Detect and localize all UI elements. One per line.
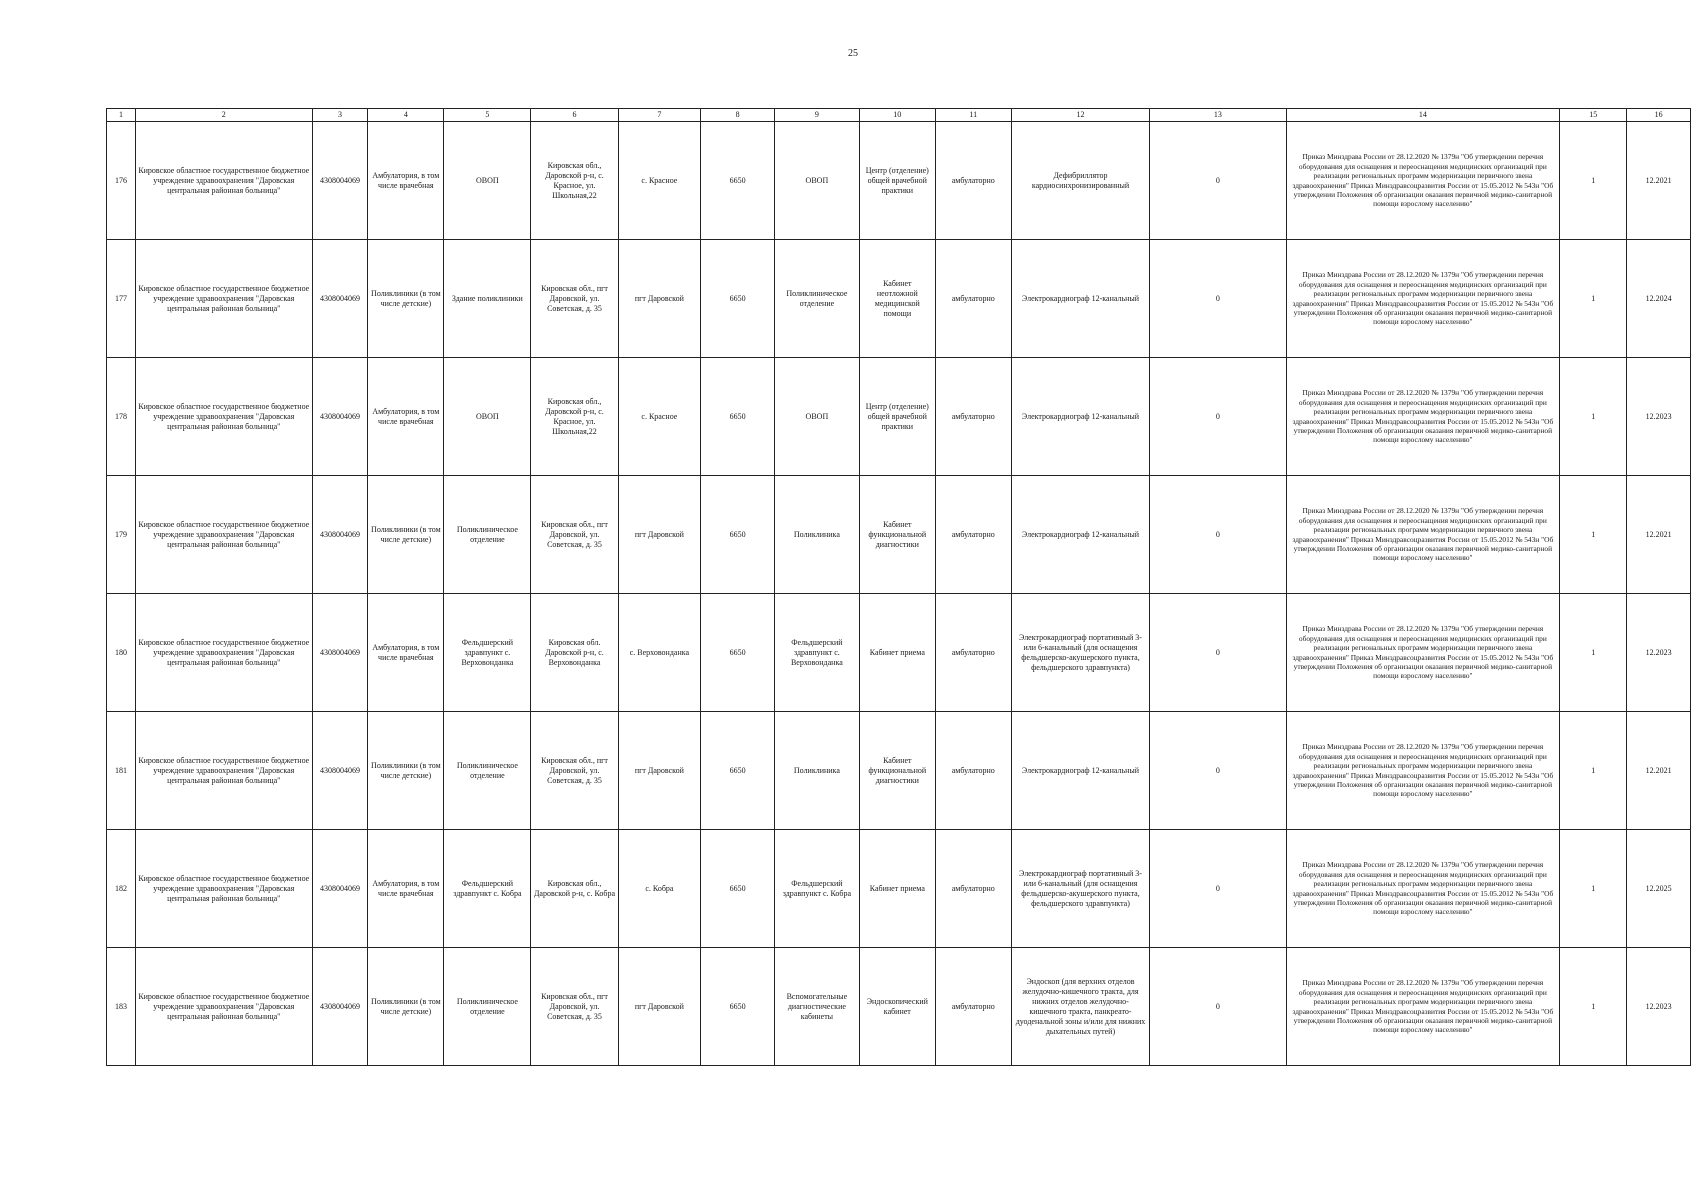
room-cell: Кабинет функциональной диагностики (859, 712, 935, 830)
organization-cell: Кировское областное государственное бюджетное учреждение здравоохранения "Даровская центральная районная больница" (136, 476, 312, 594)
col13-cell: 0 (1150, 948, 1286, 1066)
header-cell: 11 (935, 109, 1011, 122)
header-row (107, 109, 1691, 122)
basis-cell: Приказ Минздрава России от 28.12.2020 № 1379н "Об утверждении перечня оборудования для оснащения и переоснащения медицинских организаций при реализации региональных программ модернизации первичного звена здравоохранения" Приказ Минздравсоцразвития России от 15.05.2012 № 543н "Об утверждении Положения об организации оказания первичной медико-санитарной помощи взрослому населению" (1286, 476, 1560, 594)
table-row (107, 122, 1691, 240)
locality-cell: с. Кобра (618, 830, 701, 948)
locality-cell: с. Красное (618, 358, 701, 476)
department-cell: Фельдшерский здравпункт с. Верховонданка (774, 594, 859, 712)
organization-cell: Кировское областное государственное бюджетное учреждение здравоохранения "Даровская центральная районная больница" (136, 358, 312, 476)
row-number: 182 (107, 830, 136, 948)
locality-cell: пгт Даровской (618, 712, 701, 830)
unit-cell: Фельдшерский здравпункт с. Кобра (444, 830, 531, 948)
unit-cell: ОВОП (444, 122, 531, 240)
department-cell: Поликлиническое отделение (774, 240, 859, 358)
locality-cell: с. Красное (618, 122, 701, 240)
code-cell: 6650 (701, 358, 775, 476)
equipment-cell: Электрокардиограф 12-канальный (1011, 476, 1150, 594)
quantity-cell: 1 (1560, 358, 1627, 476)
code-cell: 6650 (701, 122, 775, 240)
row-number: 178 (107, 358, 136, 476)
col13-cell: 0 (1150, 712, 1286, 830)
header-cell: 5 (444, 109, 531, 122)
basis-cell: Приказ Минздрава России от 28.12.2020 № 1379н "Об утверждении перечня оборудования для оснащения и переоснащения медицинских организаций при реализации региональных программ модернизации первичного звена здравоохранения" Приказ Минздравсоцразвития России от 15.05.2012 № 543н "Об утверждении Положения об организации оказания первичной медико-санитарной помощи взрослому населению" (1286, 712, 1560, 830)
quantity-cell: 1 (1560, 122, 1627, 240)
locality-cell: с. Верховонданка (618, 594, 701, 712)
equipment-cell: Электрокардиограф 12-канальный (1011, 240, 1150, 358)
col13-cell: 0 (1150, 830, 1286, 948)
room-cell: Кабинет функциональной диагностики (859, 476, 935, 594)
row-number: 177 (107, 240, 136, 358)
unit-cell: Поликлиническое отделение (444, 712, 531, 830)
col13-cell: 0 (1150, 476, 1286, 594)
inn-cell: 4308004069 (312, 594, 368, 712)
facility-type-cell: Поликлиники (в том числе детские) (368, 712, 444, 830)
quantity-cell: 1 (1560, 712, 1627, 830)
header-cell: 10 (859, 109, 935, 122)
department-cell: Вспомогательные диагностические кабинеты (774, 948, 859, 1066)
header-cell: 14 (1286, 109, 1560, 122)
code-cell: 6650 (701, 240, 775, 358)
organization-cell: Кировское областное государственное бюджетное учреждение здравоохранения "Даровская центральная районная больница" (136, 240, 312, 358)
equipment-table (106, 108, 1691, 1066)
department-cell: Фельдшерский здравпункт с. Кобра (774, 830, 859, 948)
department-cell: ОВОП (774, 122, 859, 240)
header-cell: 12 (1011, 109, 1150, 122)
row-number: 181 (107, 712, 136, 830)
unit-cell: Здание поликлиники (444, 240, 531, 358)
organization-cell: Кировское областное государственное бюджетное учреждение здравоохранения "Даровская центральная районная больница" (136, 948, 312, 1066)
facility-type-cell: Амбулатория, в том числе врачебная (368, 358, 444, 476)
inn-cell: 4308004069 (312, 122, 368, 240)
organization-cell: Кировское областное государственное бюджетное учреждение здравоохранения "Даровская центральная районная больница" (136, 830, 312, 948)
basis-cell: Приказ Минздрава России от 28.12.2020 № 1379н "Об утверждении перечня оборудования для оснащения и переоснащения медицинских организаций при реализации региональных программ модернизации первичного звена здравоохранения" Приказ Минздравсоцразвития России от 15.05.2012 № 543н "Об утверждении Положения об организации оказания первичной медико-санитарной помощи взрослому населению" (1286, 122, 1560, 240)
header-cell: 4 (368, 109, 444, 122)
locality-cell: пгт Даровской (618, 948, 701, 1066)
inn-cell: 4308004069 (312, 476, 368, 594)
date-cell: 12.2024 (1627, 240, 1691, 358)
inn-cell: 4308004069 (312, 948, 368, 1066)
row-number: 176 (107, 122, 136, 240)
table-row (107, 948, 1691, 1066)
header-cell: 3 (312, 109, 368, 122)
facility-type-cell: Амбулатория, в том числе врачебная (368, 830, 444, 948)
equipment-cell: Электрокардиограф 12-канальный (1011, 712, 1150, 830)
room-cell: Кабинет приема (859, 830, 935, 948)
quantity-cell: 1 (1560, 830, 1627, 948)
locality-cell: пгт Даровской (618, 476, 701, 594)
date-cell: 12.2023 (1627, 358, 1691, 476)
unit-cell: Поликлиническое отделение (444, 476, 531, 594)
care-form-cell: амбулаторно (935, 948, 1011, 1066)
header-cell: 8 (701, 109, 775, 122)
equipment-cell: Электрокардиограф портативный 3- или 6-канальный (для оснащения фельдшерско-акушерского пункта, фельдшерского здравпункта) (1011, 594, 1150, 712)
equipment-cell: Электрокардиограф портативный 3- или 6-канальный (для оснащения фельдшерско-акушерского пункта, фельдшерского здравпункта) (1011, 830, 1150, 948)
code-cell: 6650 (701, 594, 775, 712)
quantity-cell: 1 (1560, 240, 1627, 358)
table-row (107, 830, 1691, 948)
care-form-cell: амбулаторно (935, 476, 1011, 594)
address-cell: Кировская обл., пгт Даровской, ул. Советская, д. 35 (531, 240, 618, 358)
address-cell: Кировская обл., пгт Даровской, ул. Советская, д. 35 (531, 948, 618, 1066)
facility-type-cell: Поликлиники (в том числе детские) (368, 948, 444, 1066)
facility-type-cell: Поликлиники (в том числе детские) (368, 476, 444, 594)
header-cell: 15 (1560, 109, 1627, 122)
date-cell: 12.2023 (1627, 594, 1691, 712)
inn-cell: 4308004069 (312, 358, 368, 476)
unit-cell: Фельдшерский здравпункт с. Верховонданка (444, 594, 531, 712)
col13-cell: 0 (1150, 240, 1286, 358)
basis-cell: Приказ Минздрава России от 28.12.2020 № 1379н "Об утверждении перечня оборудования для оснащения и переоснащения медицинских организаций при реализации региональных программ модернизации первичного звена здравоохранения" Приказ Минздравсоцразвития России от 15.05.2012 № 543н "Об утверждении Положения об организации оказания первичной медико-санитарной помощи взрослому населению" (1286, 240, 1560, 358)
quantity-cell: 1 (1560, 948, 1627, 1066)
address-cell: Кировская обл. Даровской р-н, с. Верховонданка (531, 594, 618, 712)
address-cell: Кировская обл., Даровской р-н, с. Кобра (531, 830, 618, 948)
address-cell: Кировская обл., пгт Даровской, ул. Советская, д. 35 (531, 712, 618, 830)
table-row (107, 240, 1691, 358)
col13-cell: 0 (1150, 358, 1286, 476)
basis-cell: Приказ Минздрава России от 28.12.2020 № 1379н "Об утверждении перечня оборудования для оснащения и переоснащения медицинских организаций при реализации региональных программ модернизации первичного звена здравоохранения" Приказ Минздравсоцразвития России от 15.05.2012 № 543н "Об утверждении Положения об организации оказания первичной медико-санитарной помощи взрослому населению" (1286, 358, 1560, 476)
facility-type-cell: Амбулатория, в том числе врачебная (368, 122, 444, 240)
col13-cell: 0 (1150, 122, 1286, 240)
row-number: 180 (107, 594, 136, 712)
row-number: 179 (107, 476, 136, 594)
code-cell: 6650 (701, 830, 775, 948)
date-cell: 12.2021 (1627, 712, 1691, 830)
care-form-cell: амбулаторно (935, 122, 1011, 240)
page-number: 25 (848, 48, 858, 59)
code-cell: 6650 (701, 476, 775, 594)
quantity-cell: 1 (1560, 594, 1627, 712)
care-form-cell: амбулаторно (935, 594, 1011, 712)
table-row (107, 712, 1691, 830)
room-cell: Центр (отделение) общей врачебной практики (859, 358, 935, 476)
code-cell: 6650 (701, 712, 775, 830)
room-cell: Центр (отделение) общей врачебной практики (859, 122, 935, 240)
organization-cell: Кировское областное государственное бюджетное учреждение здравоохранения "Даровская центральная районная больница" (136, 712, 312, 830)
address-cell: Кировская обл., Даровской р-н, с. Красное, ул. Школьная,22 (531, 122, 618, 240)
care-form-cell: амбулаторно (935, 712, 1011, 830)
header-cell: 9 (774, 109, 859, 122)
address-cell: Кировская обл., пгт Даровской, ул. Советская, д. 35 (531, 476, 618, 594)
care-form-cell: амбулаторно (935, 240, 1011, 358)
room-cell: Кабинет приема (859, 594, 935, 712)
inn-cell: 4308004069 (312, 830, 368, 948)
unit-cell: ОВОП (444, 358, 531, 476)
department-cell: Поликлиника (774, 712, 859, 830)
basis-cell: Приказ Минздрава России от 28.12.2020 № 1379н "Об утверждении перечня оборудования для оснащения и переоснащения медицинских организаций при реализации региональных программ модернизации первичного звена здравоохранения" Приказ Минздравсоцразвития России от 15.05.2012 № 543н "Об утверждении Положения об организации оказания первичной медико-санитарной помощи взрослому населению" (1286, 830, 1560, 948)
basis-cell: Приказ Минздрава России от 28.12.2020 № 1379н "Об утверждении перечня оборудования для оснащения и переоснащения медицинских организаций при реализации региональных программ модернизации первичного звена здравоохранения" Приказ Минздравсоцразвития России от 15.05.2012 № 543н "Об утверждении Положения об организации оказания первичной медико-санитарной помощи взрослому населению" (1286, 594, 1560, 712)
organization-cell: Кировское областное государственное бюджетное учреждение здравоохранения "Даровская центральная районная больница" (136, 122, 312, 240)
header-cell: 7 (618, 109, 701, 122)
header-cell: 2 (136, 109, 312, 122)
room-cell: Кабинет неотложной медицинской помощи (859, 240, 935, 358)
address-cell: Кировская обл., Даровской р-н, с. Красное, ул. Школьная,22 (531, 358, 618, 476)
table-row (107, 358, 1691, 476)
date-cell: 12.2025 (1627, 830, 1691, 948)
organization-cell: Кировское областное государственное бюджетное учреждение здравоохранения "Даровская центральная районная больница" (136, 594, 312, 712)
basis-cell: Приказ Минздрава России от 28.12.2020 № 1379н "Об утверждении перечня оборудования для оснащения и переоснащения медицинских организаций при реализации региональных программ модернизации первичного звена здравоохранения" Приказ Минздравсоцразвития России от 15.05.2012 № 543н "Об утверждении Положения об организации оказания первичной медико-санитарной помощи взрослому населению" (1286, 948, 1560, 1066)
header-cell: 6 (531, 109, 618, 122)
equipment-cell: Эндоскоп (для верхних отделов желудочно-кишечного тракта, для нижних отделов желудочно-кишечного тракта, панкреато-дуоденальной зоны и/или для нижних дыхательных путей) (1011, 948, 1150, 1066)
inn-cell: 4308004069 (312, 712, 368, 830)
equipment-cell: Дефибриллятор кардиосинхронизированный (1011, 122, 1150, 240)
facility-type-cell: Поликлиники (в том числе детские) (368, 240, 444, 358)
date-cell: 12.2023 (1627, 948, 1691, 1066)
equipment-cell: Электрокардиограф 12-канальный (1011, 358, 1150, 476)
department-cell: Поликлиника (774, 476, 859, 594)
date-cell: 12.2021 (1627, 122, 1691, 240)
header-cell: 1 (107, 109, 136, 122)
facility-type-cell: Амбулатория, в том числе врачебная (368, 594, 444, 712)
header-cell: 13 (1150, 109, 1286, 122)
row-number: 183 (107, 948, 136, 1066)
code-cell: 6650 (701, 948, 775, 1066)
unit-cell: Поликлиническое отделение (444, 948, 531, 1066)
care-form-cell: амбулаторно (935, 830, 1011, 948)
header-cell: 16 (1627, 109, 1691, 122)
table-row (107, 594, 1691, 712)
date-cell: 12.2021 (1627, 476, 1691, 594)
room-cell: Эндоскопический кабинет (859, 948, 935, 1066)
department-cell: ОВОП (774, 358, 859, 476)
inn-cell: 4308004069 (312, 240, 368, 358)
quantity-cell: 1 (1560, 476, 1627, 594)
col13-cell: 0 (1150, 594, 1286, 712)
care-form-cell: амбулаторно (935, 358, 1011, 476)
locality-cell: пгт Даровской (618, 240, 701, 358)
table-row (107, 476, 1691, 594)
